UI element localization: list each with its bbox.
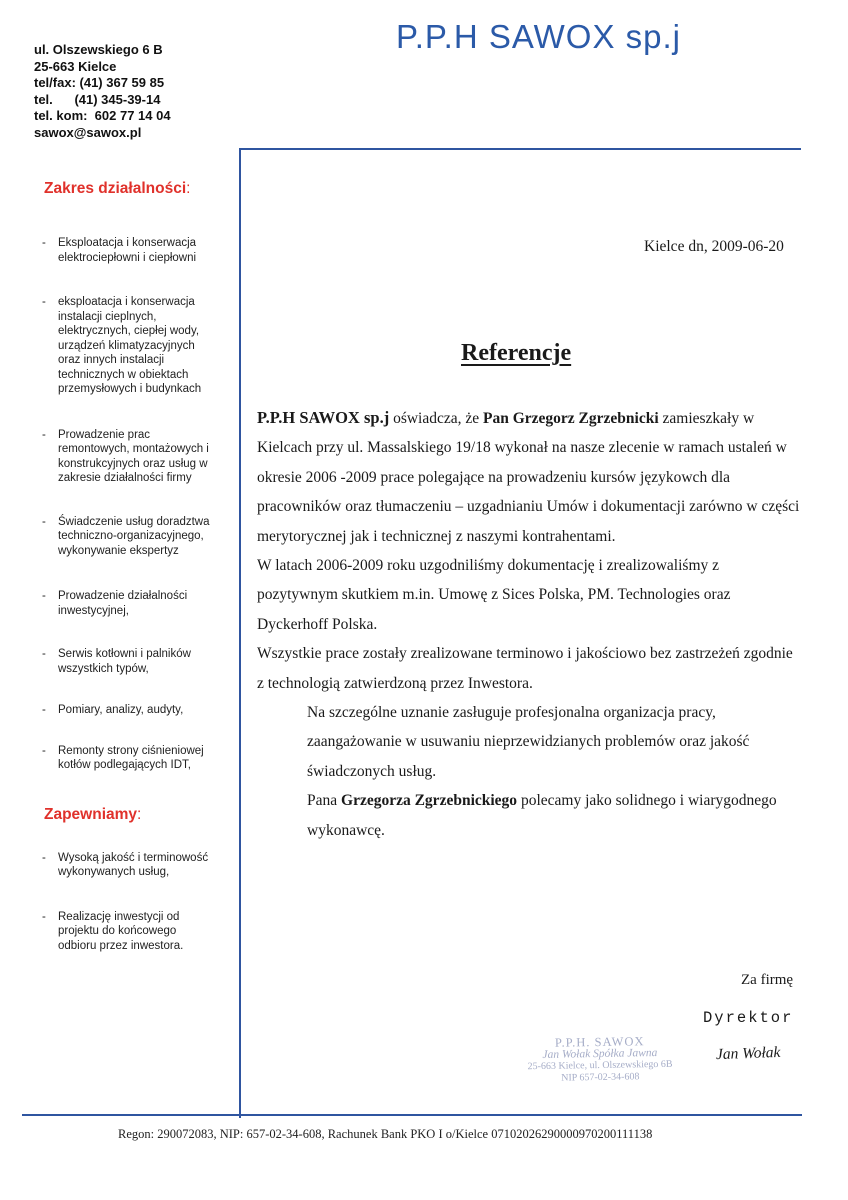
paragraph-3: Wszystkie prace zostały zrealizowane terminowo i jakościowo bez zastrzeżeń zgodnie z technologią zatwierdzoną przez Inwestora. [257,645,793,692]
paragraph-5: Pana Grzegorza Zgrzebnickiego polecamy jako solidnego i wiarygodnego wykonawcę. [307,792,777,839]
letter-date: Kielce dn, 2009-06-20 [644,238,784,255]
list-item: - Eksploatacja i konserwacja elektrociepłowni i ciepłowni [30,236,235,265]
vertical-divider [239,148,241,1118]
list-item: - Remonty strony ciśnieniowej kotłów podlegających IDT, [30,744,235,773]
activities-heading: Zakres działalności: [44,180,191,197]
letter-body [257,403,802,845]
list-item: - eksploatacja i konserwacja instalacji cieplnych, elektrycznych, ciepłej wody, urządzeń klimatyzacyjnych oraz innych instalacji technicznych w obiektach przemysłowych i budynkach [30,295,235,397]
on-behalf-label: Za firmę [741,972,794,988]
activities-list [30,236,235,773]
contact-block [34,42,171,141]
list-item: - Serwis kotłowni i palników wszystkich typów, [30,647,235,676]
company-name: P.P.H SAWOX sp.j [396,18,681,55]
top-divider [240,148,801,150]
bottom-divider [22,1114,802,1116]
list-item: - Świadczenie usług doradztwa techniczno-organizacyjnego, wykonywanie ekspertyz [30,515,235,559]
mobile-phone: tel. kom: 602 77 14 04 [34,108,171,123]
address-city: 25-663 Kielce [34,58,117,74]
signatory-role: Dyrektor [703,1009,794,1027]
list-item: - Prowadzenie działalności inwestycyjnej, [30,589,235,618]
list-item: - Prowadzenie prac remontowych, montażowych i konstrukcyjnych oraz usług w zakresie działalności firmy [30,428,235,486]
paragraph-1: P.P.H SAWOX sp.j oświadcza, że Pan Grzegorz Zgrzebnicki zamieszkały w Kielcach przy ul. Massalskiego 19/18 wykonał na nasze zlecenie w ramach ustaleń w okresie 2006 -2009 prace polegające na prowadzeniu kursów językowch dla pracowników oraz tłumaczeniu – uzgadnianiu Umów i dokumentacji zarówno w części merytorycznej jak i technicznej z naszymi kontrahentami. [257,408,800,545]
footer-company-info: Regon: 290072083, NIP: 657-02-34-608, Rachunek Bank PKO I o/Kielce 07102026290000970200111138 [118,1127,653,1141]
person-name: Grzegorza Zgrzebnickiego [341,792,518,810]
person-name: Pan Grzegorz Zgrzebnicki [483,410,659,427]
company-name-inline: P.P.H SAWOX sp.j [257,408,390,427]
paragraph-2: W latach 2006-2009 roku uzgodniliśmy dokumentację i zrealizowaliśmy z pozytywnym skutkiem m.in. Umowę z Sices Polska, PM. Technologies oraz Dyckerhoff Polska. [257,557,731,633]
company-stamp: P.P.H. SAWOX Jan Wołak Spółka Jawna 25-663 Kielce, ul. Olszewskiego 6B NIP 657-02-34-608 [527,1034,673,1084]
list-item: - Pomiary, analizy, audyty, [30,703,235,718]
email: sawox@sawox.pl [34,124,142,140]
address-street: ul. Olszewskiego 6 B [34,42,163,57]
phone-fax: tel/fax: (41) 367 59 85 [34,75,165,90]
list-item: - Wysoką jakość i terminowość wykonywanych usług, [30,851,235,880]
guarantee-heading: Zapewniamy: [44,805,142,823]
paragraph-4: Na szczególne uznanie zasługuje profesjonalna organizacja pracy, zaangażowanie w usuwaniu nieprzewidzianych problemów oraz jakość świadczonych usług. [307,704,750,780]
sidebar [30,180,235,953]
list-item: - Realizację inwestycji od projektu do końcowego odbioru przez inwestora. [30,910,235,954]
document-title: Referencje [461,340,572,366]
guarantees-list [30,851,235,954]
phone: tel. (41) 345-39-14 [34,91,161,107]
signatory-name: Jan Wołak [715,1043,781,1064]
